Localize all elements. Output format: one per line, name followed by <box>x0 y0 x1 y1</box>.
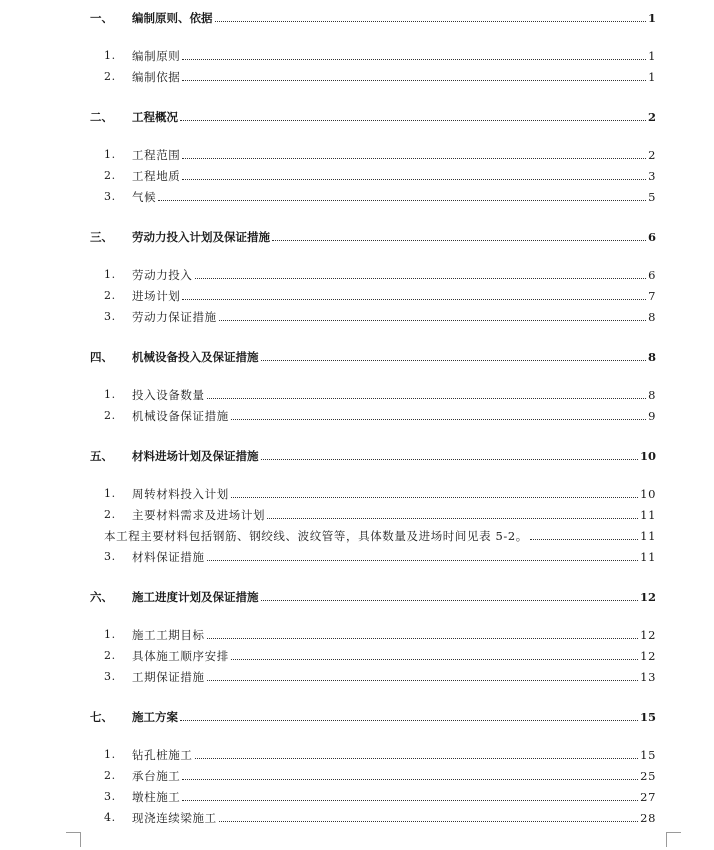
toc-number: 2. <box>104 508 116 521</box>
toc-page-number: 2 <box>648 148 656 162</box>
toc-page-number: 11 <box>640 550 656 564</box>
toc-leader-dots <box>231 659 638 660</box>
toc-title: 工程地质 <box>132 169 181 183</box>
toc-number: 二、 <box>90 110 113 124</box>
toc-chapter-row[interactable] <box>90 349 656 365</box>
toc-page-number: 25 <box>640 769 656 783</box>
toc-number: 1. <box>104 748 116 761</box>
toc-page-number: 15 <box>639 710 656 724</box>
toc-page-number: 1 <box>648 70 656 84</box>
toc-number: 三、 <box>90 230 113 244</box>
toc-page-number: 6 <box>647 230 656 244</box>
toc-leader-dots <box>158 200 646 201</box>
toc-title: 工程概况 <box>132 110 178 124</box>
toc-page-number: 8 <box>648 388 656 402</box>
toc-chapter-row[interactable] <box>90 448 656 464</box>
toc-title: 机械设备保证措施 <box>132 409 229 423</box>
toc-leader-dots <box>207 560 639 561</box>
toc-title: 劳动力投入计划及保证措施 <box>132 230 270 244</box>
toc-item-row[interactable] <box>104 69 656 85</box>
toc-title: 材料进场计划及保证措施 <box>132 449 259 463</box>
toc-title: 钻孔桩施工 <box>132 748 193 762</box>
toc-leader-dots <box>195 278 647 279</box>
toc-number: 六、 <box>90 590 113 604</box>
toc-leader-dots <box>180 120 646 121</box>
toc-number: 1. <box>104 148 116 161</box>
toc-title: 主要材料需求及进场计划 <box>132 508 266 522</box>
toc-page-number: 2 <box>647 110 656 124</box>
toc-item-row[interactable] <box>104 48 656 64</box>
toc-item-row[interactable] <box>104 309 656 325</box>
toc-title: 气候 <box>132 190 157 204</box>
toc-page-number: 12 <box>640 628 656 642</box>
toc-leader-dots <box>207 398 646 399</box>
toc-leader-dots <box>182 158 646 159</box>
toc-title: 承台施工 <box>132 769 181 783</box>
toc-item-row[interactable] <box>104 168 656 184</box>
toc-number: 3. <box>104 670 116 683</box>
toc-item-row[interactable] <box>104 507 656 523</box>
toc-item-row[interactable] <box>104 486 656 502</box>
toc-item-row[interactable] <box>104 408 656 424</box>
toc-page-number: 12 <box>640 649 656 663</box>
toc-page-number: 8 <box>647 350 656 364</box>
toc-leader-dots <box>231 419 646 420</box>
toc-chapter-row[interactable] <box>90 10 656 26</box>
toc-page-number: 5 <box>648 190 656 204</box>
toc-item-row[interactable] <box>104 669 656 685</box>
toc-number: 2. <box>104 409 116 422</box>
toc-page-number: 6 <box>648 268 656 282</box>
toc-leader-dots <box>182 59 646 60</box>
toc-item-row[interactable] <box>104 810 656 826</box>
toc-title: 机械设备投入及保证措施 <box>132 350 259 364</box>
toc-chapter-row[interactable] <box>90 229 656 245</box>
toc-item-row[interactable] <box>104 648 656 664</box>
page-corner-mark-left <box>66 832 81 847</box>
toc-title: 墩柱施工 <box>132 790 181 804</box>
toc-item-row[interactable] <box>104 267 656 283</box>
toc-leader-dots <box>180 720 638 721</box>
toc-number: 3. <box>104 790 116 803</box>
toc-page-number: 10 <box>640 487 656 501</box>
toc-leader-dots <box>182 80 646 81</box>
toc-title: 周转材料投入计划 <box>132 487 229 501</box>
toc-leader-dots <box>182 179 646 180</box>
toc-page-number: 10 <box>639 449 656 463</box>
toc-title: 编制依据 <box>132 70 181 84</box>
toc-number: 四、 <box>90 350 113 364</box>
toc-note-row[interactable] <box>104 528 656 544</box>
toc-item-row[interactable] <box>104 549 656 565</box>
toc-number: 4. <box>104 811 116 824</box>
toc-title: 劳动力保证措施 <box>132 310 217 324</box>
toc-page-number: 1 <box>647 11 656 25</box>
toc-number: 1. <box>104 487 116 500</box>
toc-leader-dots <box>219 320 646 321</box>
toc-number: 2. <box>104 649 116 662</box>
toc-title: 编制原则 <box>132 49 181 63</box>
toc-item-row[interactable] <box>104 627 656 643</box>
toc-leader-dots <box>261 360 646 361</box>
toc-page-number: 13 <box>640 670 656 684</box>
toc-title: 具体施工顺序安排 <box>132 649 229 663</box>
toc-leader-dots <box>530 539 638 540</box>
toc-item-row[interactable] <box>104 768 656 784</box>
toc-number: 1. <box>104 268 116 281</box>
toc-leader-dots <box>207 638 639 639</box>
toc-title: 本工程主要材料包括钢筋、钢绞线、波纹管等，具体数量及进场时间见表 5-2。 <box>104 529 528 543</box>
toc-leader-dots <box>261 600 638 601</box>
toc-page-number: 3 <box>648 169 656 183</box>
toc-leader-dots <box>182 779 638 780</box>
toc-number: 1. <box>104 388 116 401</box>
toc-page-number: 11 <box>640 529 656 543</box>
toc-number: 2. <box>104 769 116 782</box>
toc-leader-dots <box>182 800 638 801</box>
toc-title: 劳动力投入 <box>132 268 193 282</box>
toc-title: 施工进度计划及保证措施 <box>132 590 259 604</box>
toc-number: 2. <box>104 70 116 83</box>
toc-number: 3. <box>104 550 116 563</box>
toc-number: 五、 <box>90 449 113 463</box>
toc-chapter-row[interactable] <box>90 589 656 605</box>
toc-item-row[interactable] <box>104 189 656 205</box>
page-corner-mark-right <box>666 832 681 847</box>
toc-page-number: 7 <box>648 289 656 303</box>
toc-leader-dots <box>231 497 638 498</box>
toc-title: 施工工期目标 <box>132 628 205 642</box>
toc-number: 1. <box>104 49 116 62</box>
toc-number: 3. <box>104 310 116 323</box>
toc-page-number: 8 <box>648 310 656 324</box>
toc-item-row[interactable] <box>104 387 656 403</box>
toc-number: 一、 <box>90 11 113 25</box>
toc-number: 3. <box>104 190 116 203</box>
toc-chapter-row[interactable] <box>90 109 656 125</box>
toc-page-number: 1 <box>648 49 656 63</box>
toc-page-number: 15 <box>640 748 656 762</box>
toc-chapter-row[interactable] <box>90 709 656 725</box>
toc-page-number: 9 <box>648 409 656 423</box>
toc-leader-dots <box>215 21 646 22</box>
toc-page-number: 27 <box>640 790 656 804</box>
toc-number: 2. <box>104 289 116 302</box>
toc-leader-dots <box>272 240 646 241</box>
toc-title: 现浇连续梁施工 <box>132 811 217 825</box>
toc-number: 1. <box>104 628 116 641</box>
toc-item-row[interactable] <box>104 147 656 163</box>
toc-item-row[interactable] <box>104 789 656 805</box>
toc-leader-dots <box>267 518 638 519</box>
toc-title: 投入设备数量 <box>132 388 205 402</box>
toc-title: 工期保证措施 <box>132 670 205 684</box>
toc-leader-dots <box>182 299 646 300</box>
toc-page-number: 11 <box>640 508 656 522</box>
toc-title: 进场计划 <box>132 289 181 303</box>
toc-title: 工程范围 <box>132 148 181 162</box>
toc-number: 2. <box>104 169 116 182</box>
toc-leader-dots <box>219 821 638 822</box>
toc-page-number: 28 <box>640 811 656 825</box>
toc-title: 施工方案 <box>132 710 178 724</box>
toc-leader-dots <box>207 680 639 681</box>
toc-leader-dots <box>261 459 638 460</box>
toc-title: 材料保证措施 <box>132 550 205 564</box>
toc-item-row[interactable] <box>104 288 656 304</box>
toc-number: 七、 <box>90 710 113 724</box>
toc-leader-dots <box>195 758 639 759</box>
toc-title: 编制原则、依据 <box>132 11 213 25</box>
toc-item-row[interactable] <box>104 747 656 763</box>
toc-page-number: 12 <box>639 590 656 604</box>
